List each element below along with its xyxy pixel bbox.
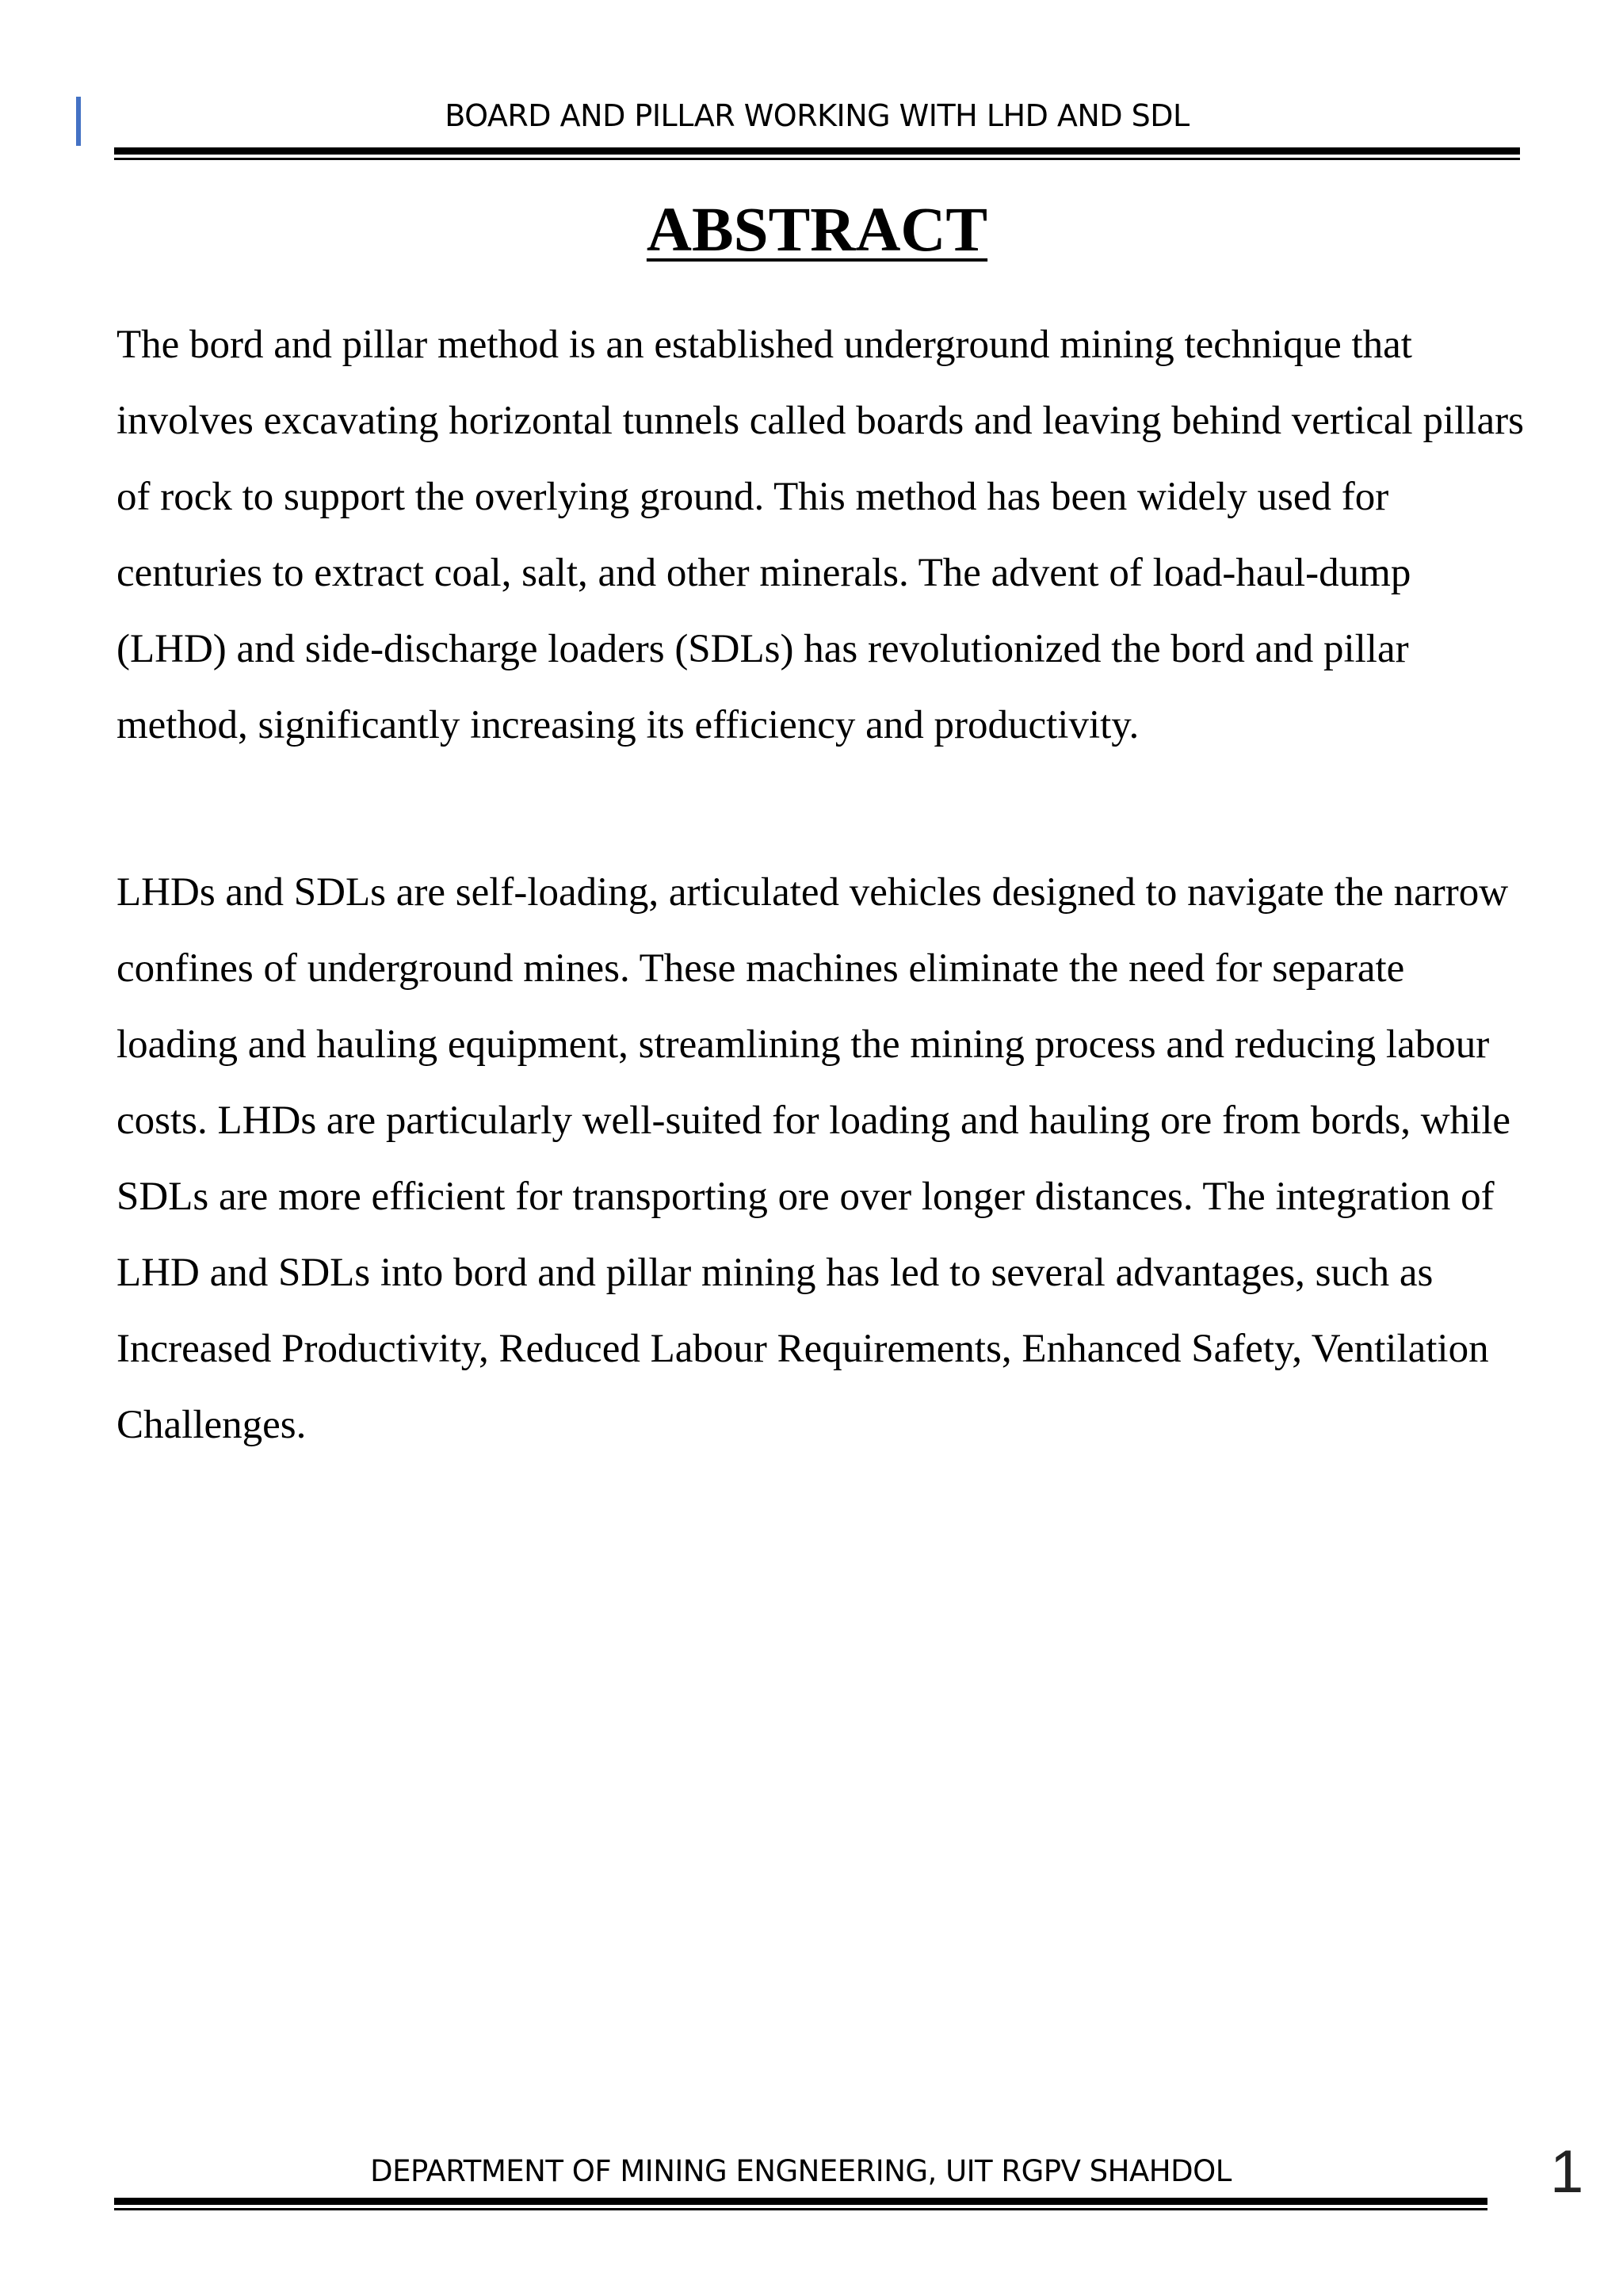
page-number: 1: [1550, 2138, 1584, 2206]
footer-rule-thin: [114, 2208, 1487, 2210]
page-title: [114, 195, 1520, 266]
footer-rule-thick: [114, 2198, 1487, 2205]
margin-marker: [76, 97, 81, 146]
abstract-paragraph-2: LHDs and SDLs are self-loading, articulated vehicles designed to navigate the narrow confines of underground mines. These machines eliminate the need for separate loading and hauling equipment, streamlining the mining process and reducing labour costs. LHDs are particularly well-suited for loading and hauling ore from bords, while SDLs are more efficient for transporting ore over longer distances. The integration of LHD and SDLs into bord and pillar mining has led to several advantages, such as Increased Productivity, Reduced Labour Requirements, Enhanced Safety, Ventilation Challenges.: [116, 870, 1511, 1447]
abstract-paragraph-1: The bord and pillar method is an established underground mining technique that involves excavating horizontal tunnels called boards and leaving behind vertical pillars of rock to support the overlying ground. This method has been widely used for centuries to extract coal, salt, and other minerals. The advent of load-haul-dump (LHD) and side-discharge loaders (SDLs) has revolutionized the bord and pillar method, significantly increasing its efficiency and productivity.: [116, 323, 1524, 747]
running-header: BOARD AND PILLAR WORKING WITH LHD AND SDL: [445, 98, 1190, 133]
abstract-heading: ABSTRACT: [646, 196, 988, 265]
header-rule-thick: [114, 147, 1520, 155]
footer-department: DEPARTMENT OF MINING ENGNEERING, UIT RGPV SHAHDOL: [370, 2154, 1232, 2188]
header-rule-thin: [114, 158, 1520, 160]
